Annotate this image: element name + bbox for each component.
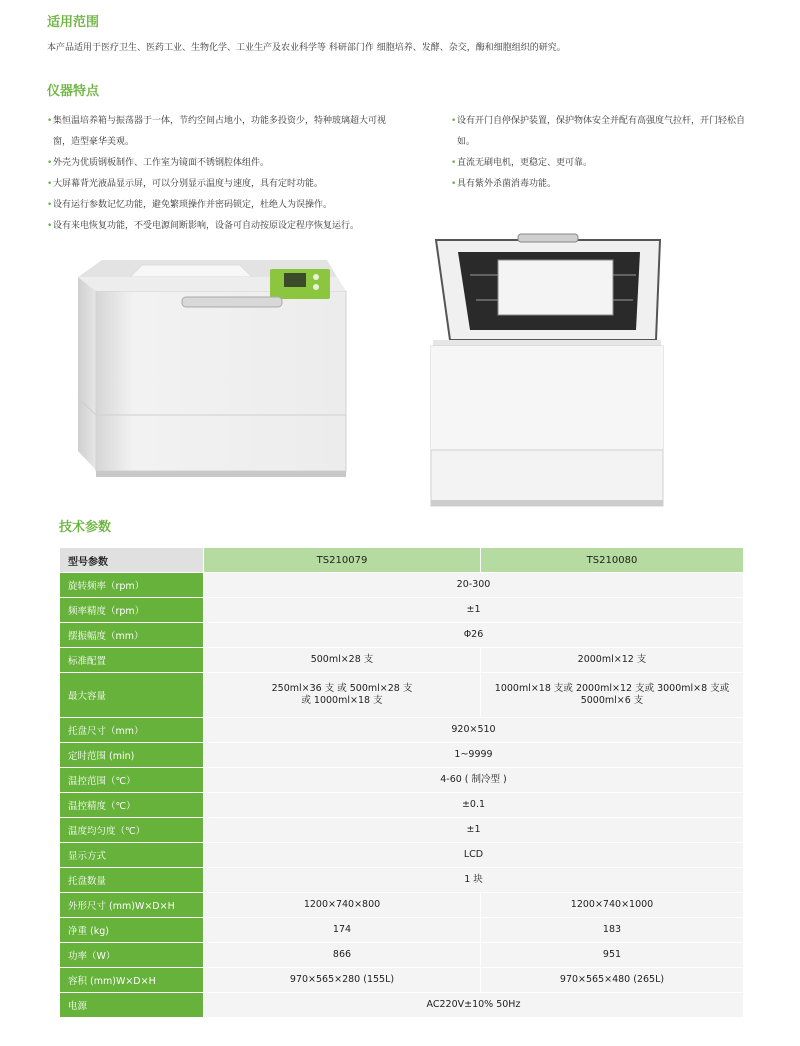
feature-item: • 直流无刷电机，更稳定、更可靠。 [451, 153, 751, 174]
spec-label: 温度均匀度（℃） [60, 818, 204, 843]
shaker-closed-image [72, 255, 352, 500]
model-b-header: TS210080 [481, 548, 744, 573]
feature-item: • 大屏幕背光液晶显示屏，可以分别显示温度与速度，具有定时功能。 [47, 174, 397, 195]
spec-row [60, 718, 744, 743]
spec-row [60, 918, 744, 943]
spec-row [60, 743, 744, 768]
spec-value-a: 1200×740×800 [204, 893, 481, 918]
specs-title: 技术参数 [59, 520, 112, 535]
spec-value-b: 1200×740×1000 [481, 893, 744, 918]
spec-header-row [60, 548, 744, 573]
spec-label: 标准配置 [60, 648, 204, 673]
spec-label: 定时范围 (min) [60, 743, 204, 768]
spec-value: 1 块 [204, 868, 744, 893]
spec-value-a: 500ml×28 支 [204, 648, 481, 673]
spec-value: Φ26 [204, 623, 744, 648]
spec-row [60, 793, 744, 818]
features-right-list [451, 111, 751, 195]
spec-value: ±1 [204, 598, 744, 623]
spec-value-a: 970×565×280 (155L) [204, 968, 481, 993]
spec-value-b: 1000ml×18 支或 2000ml×12 支或 3000ml×8 支或 5000ml×6 支 [481, 673, 744, 718]
spec-value-b: 183 [481, 918, 744, 943]
spec-value: 1~9999 [204, 743, 744, 768]
spec-value: 920×510 [204, 718, 744, 743]
spec-label: 电源 [60, 993, 204, 1018]
spec-value: ±0.1 [204, 793, 744, 818]
spec-row [60, 993, 744, 1018]
feature-item: • 设有运行参数记忆功能，避免繁琐操作并密码锁定，杜绝人为误操作。 [47, 195, 397, 216]
spec-label: 外形尺寸 (mm)W×D×H [60, 893, 204, 918]
spec-label: 温控范围（℃） [60, 768, 204, 793]
feature-item: • 外壳为优质钢板制作、工作室为镜面不锈钢腔体组件。 [47, 153, 397, 174]
spec-value: LCD [204, 843, 744, 868]
model-a-header: TS210079 [204, 548, 481, 573]
feature-item: • 设有来电恢复功能，不受电源间断影响，设备可自动按原设定程序恢复运行。 [47, 216, 397, 237]
features-title: 仪器特点 [47, 84, 100, 99]
spec-value: 20-300 [204, 573, 744, 598]
spec-value-a: 174 [204, 918, 481, 943]
spec-label: 旋转频率（rpm） [60, 573, 204, 598]
scope-title: 适用范围 [47, 15, 100, 30]
feature-item: • 具有紫外杀菌消毒功能。 [451, 174, 751, 195]
spec-row [60, 968, 744, 993]
spec-value-a: 866 [204, 943, 481, 968]
spec-row [60, 648, 744, 673]
spec-row [60, 623, 744, 648]
spec-value: ±1 [204, 818, 744, 843]
shaker-open-image [428, 230, 668, 510]
spec-value: AC220V±10% 50Hz [204, 993, 744, 1018]
spec-row [60, 818, 744, 843]
spec-value-b: 2000ml×12 支 [481, 648, 744, 673]
spec-label: 最大容量 [60, 673, 204, 718]
spec-row [60, 673, 744, 718]
spec-value: 4-60 ( 制冷型 ) [204, 768, 744, 793]
spec-label: 净重 (kg) [60, 918, 204, 943]
spec-row [60, 943, 744, 968]
spec-row [60, 768, 744, 793]
spec-row [60, 573, 744, 598]
spec-label: 容积 (mm)W×D×H [60, 968, 204, 993]
spec-value-b: 970×565×480 (265L) [481, 968, 744, 993]
spec-label: 显示方式 [60, 843, 204, 868]
feature-item: • 集恒温培养箱与振荡器于一体，节约空间占地小，功能多投资少，特种玻璃超大可视窗，造型豪华美观。 [47, 111, 397, 153]
spec-row [60, 893, 744, 918]
spec-row [60, 868, 744, 893]
spec-label: 功率（W） [60, 943, 204, 968]
param-header: 型号参数 [60, 548, 204, 573]
spec-value-a: 250ml×36 支 或 500ml×28 支 或 1000ml×18 支 [204, 673, 481, 718]
spec-label: 摆振幅度（mm） [60, 623, 204, 648]
scope-text: 本产品适用于医疗卫生、医药工业、生物化学、工业生产及农业科学等 科研部门作 细胞培养、发酵、杂交，酶和细胞组织的研究。 [47, 43, 566, 53]
spec-value-b: 951 [481, 943, 744, 968]
spec-row [60, 843, 744, 868]
features-left-list [47, 111, 397, 237]
spec-label: 频率精度（rpm） [60, 598, 204, 623]
spec-label: 温控精度（℃） [60, 793, 204, 818]
spec-row [60, 598, 744, 623]
spec-label: 托盘尺寸（mm） [60, 718, 204, 743]
feature-item: • 设有开门自停保护装置，保护物体安全并配有高强度气拉杆，开门轻松自如。 [451, 111, 751, 153]
spec-table [59, 547, 744, 1018]
spec-label: 托盘数量 [60, 868, 204, 893]
